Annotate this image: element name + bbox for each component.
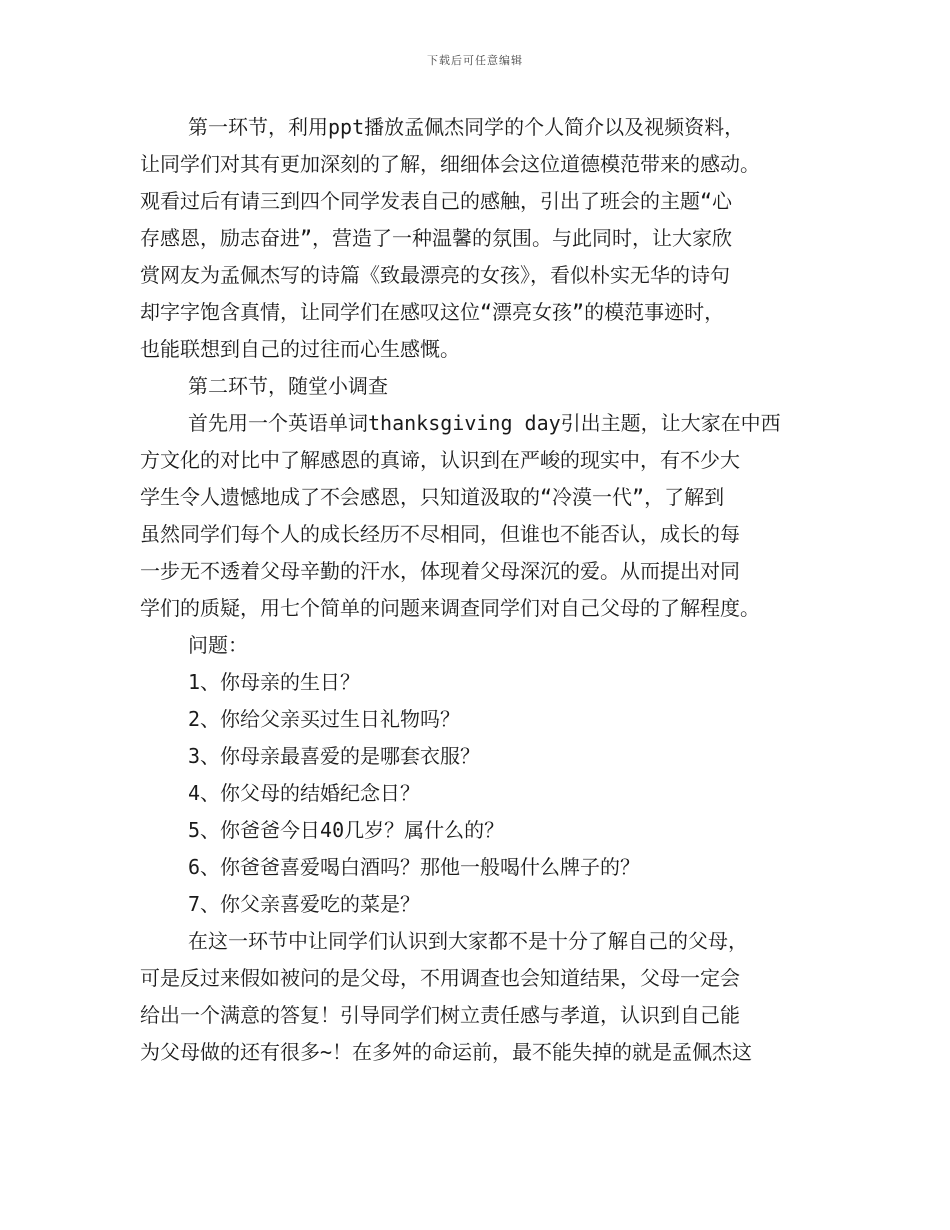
text-line: 学们的质疑，用七个简单的问题来调查同学们对自己父母的了解程度。 xyxy=(140,596,760,620)
text-line: 学生令人遗憾地成了不会感恩，只知道汲取的“冷漠一代”，了解到 xyxy=(140,485,725,509)
text-line: 3、你母亲最喜爱的是哪套衣服？ xyxy=(188,744,481,768)
text-line: 5、你爸爸今日40几岁？属什么的？ xyxy=(188,818,505,842)
text-line: 7、你父亲喜爱吃的菜是？ xyxy=(188,892,421,916)
text-line: 第二环节，随堂小调查 xyxy=(188,374,388,398)
text-line: 赏网友为孟佩杰写的诗篇《致最漂亮的女孩》，看似朴实无华的诗句 xyxy=(140,263,730,287)
text-line: 却字字饱含真情，让同学们在感叹这位“漂亮女孩”的模范事迹时， xyxy=(140,300,725,324)
text-line: 4、你父母的结婚纪念日？ xyxy=(188,781,421,805)
text-line: 第一环节，利用ppt播放孟佩杰同学的个人简介以及视频资料， xyxy=(188,115,745,139)
text-line: 6、你爸爸喜爱喝白酒吗？那他一般喝什么牌子的？ xyxy=(188,855,641,879)
text-line: 也能联想到自己的过往而心生感慨。 xyxy=(140,337,460,361)
text-line: 一步无不透着父母辛勤的汗水，体现着父母深沉的爱。从而提出对同 xyxy=(140,559,740,583)
text-line: 存感恩，励志奋进”，营造了一种温馨的氛围。与此同时，让大家欣 xyxy=(140,226,733,250)
text-line: 问题： xyxy=(188,633,248,657)
text-line: 虽然同学们每个人的成长经历不尽相同，但谁也不能否认，成长的每 xyxy=(140,522,740,546)
text-line: 2、你给父亲买过生日礼物吗？ xyxy=(188,707,461,731)
text-line: 首先用一个英语单词thanksgiving day引出主题，让大家在中西 xyxy=(188,411,781,435)
document-body xyxy=(140,109,810,1071)
text-line: 方文化的对比中了解感恩的真谛，认识到在严峻的现实中，有不少大 xyxy=(140,448,740,472)
text-line: 在这一环节中让同学们认识到大家都不是十分了解自己的父母， xyxy=(188,929,748,953)
text-line: 观看过后有请三到四个同学发表自己的感触，引出了班会的主题“心 xyxy=(140,189,733,213)
page-header: 下载后可任意编辑 xyxy=(427,54,523,67)
text-line: 让同学们对其有更加深刻的了解，细细体会这位道德模范带来的感动。 xyxy=(140,152,760,176)
text-line: 1、你母亲的生日？ xyxy=(188,670,361,694)
text-line: 给出一个满意的答复！引导同学们树立责任感与孝道，认识到自己能 xyxy=(140,1003,740,1027)
text-line: 为父母做的还有很多~！在多舛的命运前，最不能失掉的就是孟佩杰这 xyxy=(140,1040,753,1064)
text-line: 可是反过来假如被问的是父母，不用调查也会知道结果，父母一定会 xyxy=(140,966,740,990)
